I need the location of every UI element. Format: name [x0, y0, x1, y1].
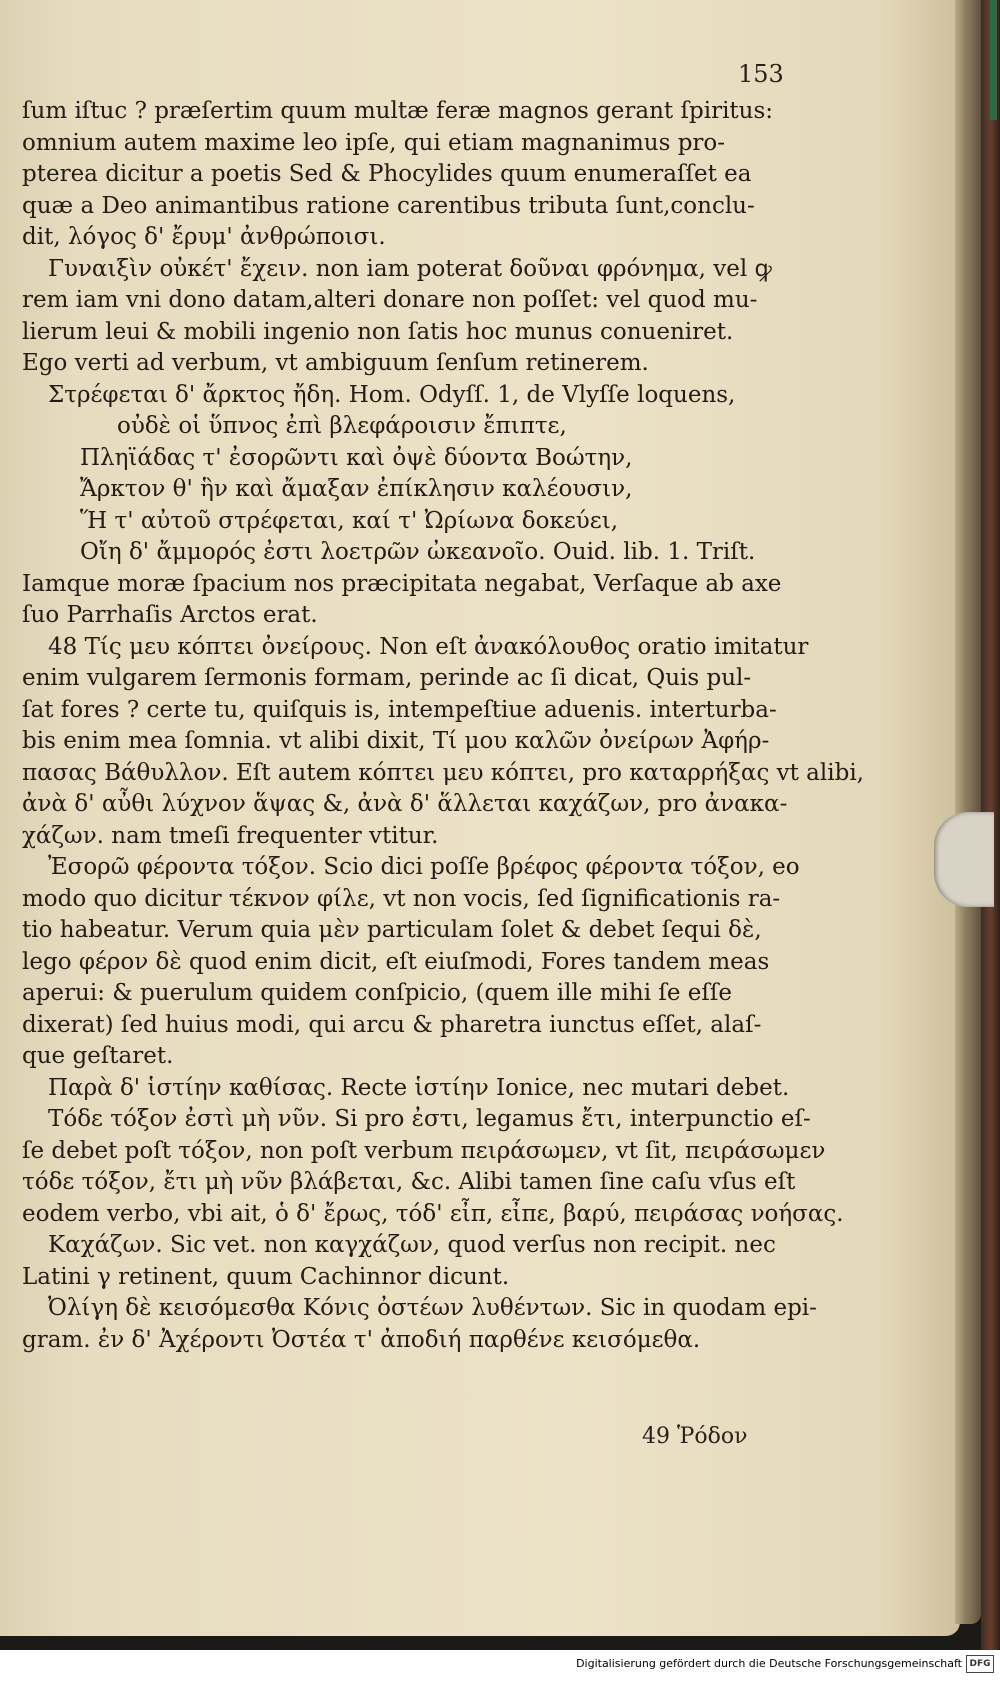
- text-line: ſe debet poſt τόξον, non poſt verbum πειράσωμεν, vt ſit, πειράσωμεν: [22, 1137, 826, 1164]
- catchword: 49 Ῥόδον: [642, 1424, 748, 1449]
- text-line: πασας Βάθυλλον. Eſt autem κόπτει μευ κόπτει, pro καταρρήξας vt alibi,: [22, 759, 864, 786]
- text-line: Latini γ retinent, quum Cachinnor dicunt.: [22, 1263, 510, 1290]
- greek-verse-line: Ἥ τ' αὐτοῦ στρέφεται, καί τ' Ὠρίωνα δοκεύει,: [80, 507, 619, 534]
- text-line: Iamque moræ ſpacium nos præcipitata negabat, Verſaque ab axe: [22, 570, 782, 597]
- page-number: 153: [738, 60, 784, 88]
- text-line: Καχάζων. Sic vet. non καγχάζων, quod verſus non recipit. nec: [48, 1232, 776, 1258]
- text-line: Στρέφεται δ' ἄρκτος ἤδη. Hom. Odyſſ. 1, de Vlyſſe loquens,: [48, 381, 736, 408]
- funding-credit: Digitalisierung gefördert durch die Deutsche Forschungsgemeinschaft: [576, 1657, 962, 1670]
- greek-verse-line: Οἴη δ' ἄμμορός ἐστι λοετρῶν ὠκεανοῖο. Ouid. lib. 1. Triſt.: [80, 539, 756, 565]
- text-line: Ἐσορῶ φέροντα τόξον. Scio dici poſſe βρέφος φέροντα τόξον, eo: [48, 854, 800, 880]
- text-line: que geſtaret.: [22, 1043, 174, 1069]
- text-line: Ego verti ad verbum, vt ambiguum ſenſum retinerem.: [22, 350, 649, 376]
- text-line: ſat fores ? certe tu, quiſquis is, intempeſtiue aduenis. interturba-: [22, 696, 777, 723]
- text-line: τόδε τόξον, ἔτι μὴ νῦν βλάβεται, &c. Alibi tamen ſine caſu vſus eſt: [22, 1169, 796, 1195]
- text-line: rem iam vni dono datam,alteri donare non poſſet: vel quod mu-: [22, 287, 758, 313]
- text-line: bis enim mea ſomnia. vt alibi dixit, Τί μου καλῶν ὀνείρων Ἀφήρ-: [22, 728, 770, 754]
- dfg-logo-icon: DFG: [966, 1655, 994, 1673]
- text-line: dit, λόγος δ' ἔρυμ' ἀνθρώποισι.: [22, 224, 386, 250]
- footer-bar: [0, 1650, 1000, 1682]
- text-line: ἀνὰ δ' αὖθι λύχνον ἅψας &, ἀνὰ δ' ἅλλεται καχάζων, pro ἀνακα-: [22, 791, 788, 817]
- text-line: Τόδε τόξον ἐστὶ μὴ νῦν. Si pro ἐστι, legamus ἔτι, interpunctio eſ-: [48, 1106, 811, 1132]
- text-line: χάζων. nam tmeſi frequenter vtitur.: [22, 822, 439, 849]
- scanner-clip: [934, 812, 994, 907]
- text-line: modo quo dicitur τέκνον φίλε, vt non vocis, ſed ſignificationis ra-: [22, 885, 781, 912]
- text-line: quæ a Deo animantibus ratione carentibus tributa ſunt,conclu-: [22, 192, 755, 219]
- greek-verse-line: Ἄρκτον θ' ἣν καὶ ἄμαξαν ἐπίκλησιν καλέουσιν,: [80, 476, 633, 502]
- text-line: omnium autem maxime leo ipſe, qui etiam magnanimus pro-: [22, 129, 726, 156]
- text-line: aperui: & puerulum quidem conſpicio, (quem ille mihi ſe eſſe: [22, 980, 733, 1006]
- greek-verse-line: οὐδὲ οἱ ὕπνος ἐπὶ βλεφάροισιν ἔπιπτε,: [117, 413, 567, 439]
- text-line: tio habeatur. Verum quia μὲν particulam ſolet & debet ſequi δὲ,: [22, 917, 762, 943]
- text-line: gram. ἐν δ' Ἀχέροντι Ὀστέα τ' ἀποδιή παρθένε κεισόμεθα.: [22, 1326, 701, 1353]
- green-bookmark: [990, 0, 997, 120]
- text-line: ſum iſtuc ? præſertim quum multæ feræ magnos gerant ſpiritus:: [22, 98, 774, 124]
- greek-verse-line: Πληϊάδας τ' ἐσορῶντι καὶ ὀψὲ δύοντα Βοώτην,: [80, 444, 633, 471]
- text-line: lierum leui & mobili ingenio non ſatis hoc munus conueniret.: [22, 318, 734, 345]
- text-line: Παρὰ δ' ἱστίην καθίσας. Recte ἱστίην Ionice, nec mutari debet.: [48, 1074, 790, 1101]
- text-line: pterea dicitur a poetis Sed & Phocylides quum enumeraſſet ea: [22, 161, 752, 187]
- text-line: lego φέρον δὲ quod enim dicit, eſt eiuſmodi, Fores tandem meas: [22, 948, 770, 975]
- text-line: Ὀλίγη δὲ κεισόμεσθα Κόνις ὀστέων λυθέντων. Sic in quodam epi-: [48, 1295, 817, 1321]
- text-line: dixerat) ſed huius modi, qui arcu & pharetra iunctus eſſet, alaſ-: [22, 1011, 762, 1038]
- text-line: 48 Τίς μευ κόπτει ὀνείρους. Non eſt ἀνακόλουθος oratio imitatur: [48, 633, 809, 660]
- text-line: eodem verbo, vbi ait, ὁ δ' ἔρως, τόδ' εἶπ, εἶπε, βαρύ, πειράσας νοήσας.: [22, 1200, 844, 1227]
- text-line: ſuo Parrhaſis Arctos erat.: [22, 602, 318, 628]
- text-line: enim vulgarem ſermonis formam, perinde ac ſi dicat, Quis pul-: [22, 665, 752, 691]
- page-text-block: [22, 96, 864, 1356]
- text-line: Γυναιξὶν οὐκέτ' ἔχειν. non iam poterat δοῦναι φρόνημα, vel ꝙ: [48, 255, 772, 282]
